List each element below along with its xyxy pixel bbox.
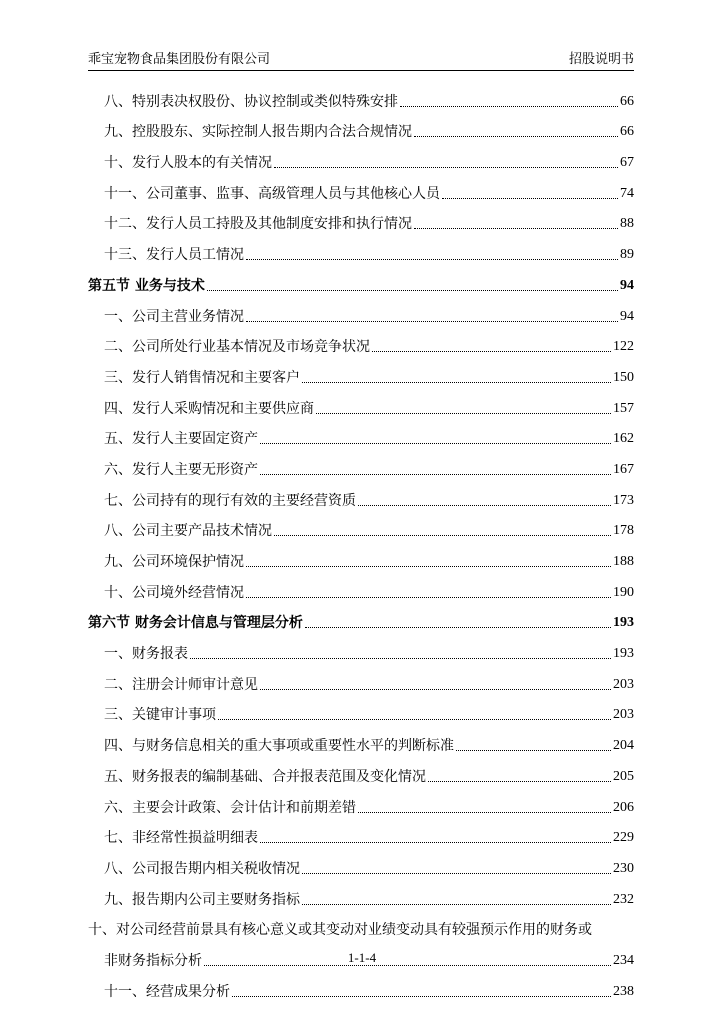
toc-dot-leader	[414, 228, 618, 229]
toc-entry-row[interactable]	[88, 452, 634, 483]
toc-dot-leader	[246, 321, 618, 322]
toc-page-number: 157	[613, 400, 634, 416]
toc-page-number: 206	[613, 799, 634, 815]
toc-page-number: 190	[613, 584, 634, 600]
toc-entry-row[interactable]	[88, 821, 634, 852]
toc-page-number: 66	[620, 124, 634, 140]
toc-dot-leader	[456, 750, 611, 751]
toc-entry-label: 十、发行人股本的有关情况	[104, 155, 272, 172]
toc-dot-leader	[372, 351, 611, 352]
toc-entry-label: 三、关键审计事项	[104, 707, 216, 724]
toc-page-number: 238	[613, 983, 634, 999]
toc-dot-leader	[442, 198, 618, 199]
toc-dot-leader	[232, 996, 611, 997]
page-number: 1-1-4	[347, 950, 377, 965]
toc-dot-leader	[414, 136, 618, 137]
toc-entry-row[interactable]	[88, 84, 634, 115]
toc-dot-leader	[302, 382, 611, 383]
toc-entry-row[interactable]	[88, 299, 634, 330]
toc-entry-label: 二、公司所处行业基本情况及市场竞争状况	[104, 339, 370, 356]
toc-dot-leader	[218, 719, 611, 720]
header-company-name: 乖宝宠物食品集团股份有限公司	[88, 52, 271, 67]
toc-dot-leader	[260, 689, 611, 690]
toc-entry-label: 一、公司主营业务情况	[104, 308, 244, 325]
toc-entry-label: 一、财务报表	[104, 646, 188, 663]
toc-page-number: 229	[613, 830, 634, 846]
toc-entry-row[interactable]	[88, 575, 634, 606]
header-document-type: 招股说明书	[568, 52, 634, 67]
toc-entry-row[interactable]	[88, 759, 634, 790]
toc-entry-label: 四、发行人采购情况和主要供应商	[104, 400, 314, 417]
toc-page-number: 89	[620, 247, 634, 263]
toc-page-number: 203	[613, 676, 634, 692]
toc-entry-label: 十三、发行人员工情况	[104, 247, 244, 264]
toc-dot-leader	[260, 443, 611, 444]
toc-dot-leader	[400, 106, 618, 107]
toc-page-number: 162	[613, 431, 634, 447]
toc-dot-leader	[316, 413, 611, 414]
toc-dot-leader	[305, 627, 611, 628]
toc-entry-row[interactable]	[88, 698, 634, 729]
toc-entry-row[interactable]	[88, 207, 634, 238]
toc-dot-leader	[358, 812, 611, 813]
toc-dot-leader	[260, 474, 611, 475]
toc-entry-row[interactable]	[88, 636, 634, 667]
toc-page-number: 94	[620, 308, 634, 324]
toc-dot-leader	[246, 259, 618, 260]
toc-page-number: 66	[620, 93, 634, 109]
toc-entry-row[interactable]	[88, 728, 634, 759]
toc-entry-row[interactable]	[88, 422, 634, 453]
toc-entry-label: 七、非经常性损益明细表	[104, 830, 258, 847]
toc-page-number: 193	[613, 646, 634, 662]
toc-entry-label: 九、控股股东、实际控制人报告期内合法合规情况	[104, 124, 412, 141]
toc-page-number: 232	[613, 891, 634, 907]
toc-entry-row[interactable]	[88, 974, 634, 1005]
toc-page-number: 94	[620, 277, 634, 293]
toc-page-number: 178	[613, 523, 634, 539]
toc-page-number: 230	[613, 860, 634, 876]
toc-entry-row[interactable]	[88, 790, 634, 821]
toc-entry-label: 非财务指标分析	[104, 952, 202, 969]
toc-page-number: 193	[613, 615, 634, 631]
toc-entry-label: 八、特别表决权股份、协议控制或类似特殊安排	[104, 93, 398, 110]
toc-page-number: 205	[613, 768, 634, 784]
toc-section-row[interactable]	[88, 268, 634, 299]
toc-entry-label: 六、发行人主要无形资产	[104, 461, 258, 478]
toc-entry-row[interactable]	[88, 145, 634, 176]
toc-page-number: 67	[620, 155, 634, 171]
toc-entry-label: 十、对公司经营前景具有核心意义或其变动对业绩变动具有较强预示作用的财务或	[88, 922, 592, 939]
toc-page-number: 150	[613, 369, 634, 385]
toc-page-number: 88	[620, 216, 634, 232]
toc-section-row[interactable]	[88, 606, 634, 637]
toc-page-number: 203	[613, 707, 634, 723]
toc-entry-label: 九、报告期内公司主要财务指标	[104, 891, 300, 908]
toc-dot-leader	[428, 781, 611, 782]
toc-entry-row[interactable]	[88, 913, 634, 944]
toc-entry-row[interactable]	[88, 330, 634, 361]
toc-entry-row[interactable]	[88, 115, 634, 146]
toc-entry-label: 十一、经营成果分析	[104, 983, 230, 1000]
toc-entry-row[interactable]	[88, 882, 634, 913]
toc-dot-leader	[274, 167, 618, 168]
toc-entry-label: 十二、发行人员工持股及其他制度安排和执行情况	[104, 216, 412, 233]
toc-entry-label: 五、发行人主要固定资产	[104, 431, 258, 448]
toc-page-number: 167	[613, 461, 634, 477]
toc-entry-label: 十、公司境外经营情况	[104, 584, 244, 601]
toc-dot-leader	[302, 904, 611, 905]
toc-entry-row[interactable]	[88, 514, 634, 545]
toc-entry-label: 第六节 财务会计信息与管理层分析	[88, 615, 303, 632]
table-of-contents	[88, 84, 634, 1005]
toc-page-number: 204	[613, 738, 634, 754]
toc-entry-label: 八、公司主要产品技术情况	[104, 523, 272, 540]
toc-dot-leader	[190, 658, 611, 659]
toc-entry-label: 二、注册会计师审计意见	[104, 676, 258, 693]
toc-entry-row[interactable]	[88, 237, 634, 268]
toc-entry-label: 六、主要会计政策、会计估计和前期差错	[104, 799, 356, 816]
toc-entry-label: 四、与财务信息相关的重大事项或重要性水平的判断标准	[104, 738, 454, 755]
toc-entry-row[interactable]	[88, 667, 634, 698]
toc-page-number: 234	[613, 952, 634, 968]
toc-dot-leader	[358, 505, 611, 506]
toc-entry-row[interactable]	[88, 176, 634, 207]
toc-page-number: 188	[613, 554, 634, 569]
toc-entry-label: 三、发行人销售情况和主要客户	[104, 369, 300, 386]
toc-entry-label: 五、财务报表的编制基础、合并报表范围及变化情况	[104, 768, 426, 785]
toc-dot-leader	[246, 597, 611, 598]
toc-dot-leader	[274, 535, 611, 536]
toc-entry-row[interactable]	[88, 391, 634, 422]
toc-dot-leader	[246, 566, 611, 567]
toc-dot-leader	[207, 290, 618, 291]
toc-entry-label: 七、公司持有的现行有效的主要经营资质	[104, 492, 356, 509]
toc-entry-row[interactable]	[88, 544, 634, 575]
toc-entry-row[interactable]	[88, 851, 634, 882]
page-header	[88, 48, 634, 71]
toc-dot-leader	[302, 873, 611, 874]
toc-entry-label: 第五节 业务与技术	[88, 277, 205, 294]
toc-entry-label: 八、公司报告期内相关税收情况	[104, 860, 300, 877]
toc-page-number: 173	[613, 492, 634, 508]
toc-entry-row[interactable]	[88, 483, 634, 514]
toc-page-number: 74	[620, 185, 634, 201]
toc-dot-leader	[260, 842, 611, 843]
toc-entry-label: 九、公司环境保护情况	[104, 554, 244, 570]
toc-entry-label: 十一、公司董事、监事、高级管理人员与其他核心人员	[104, 185, 440, 202]
toc-page-number: 122	[613, 339, 634, 355]
toc-entry-row[interactable]	[88, 360, 634, 391]
